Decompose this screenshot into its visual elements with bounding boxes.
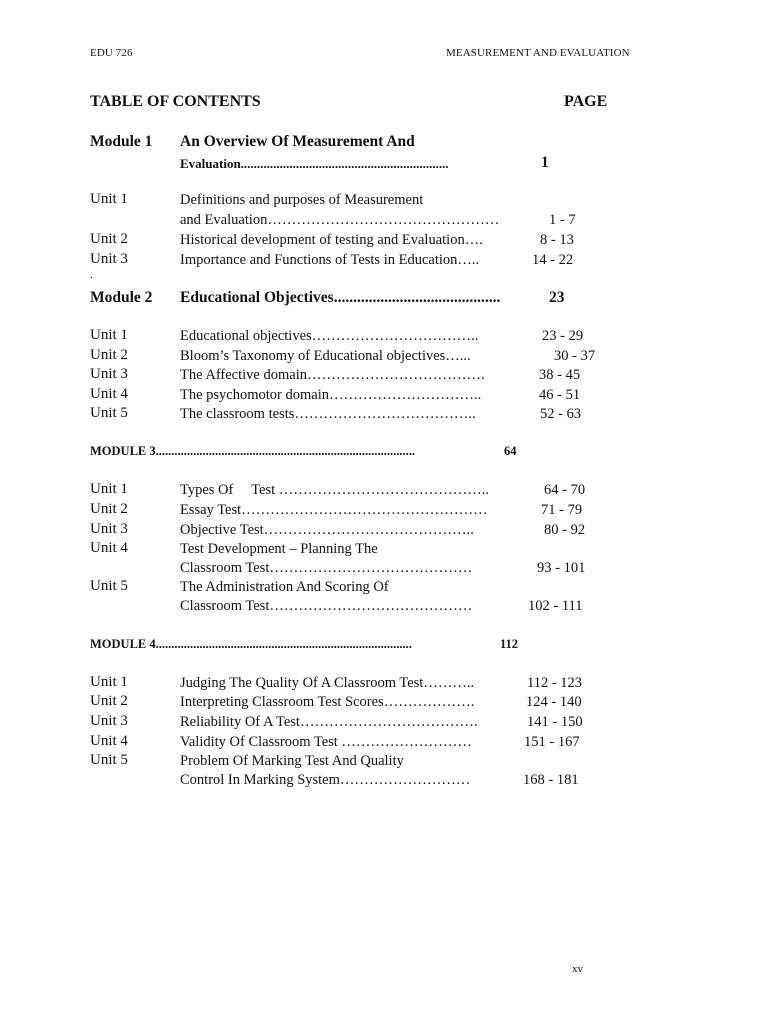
unit-pages: 168 - 181 xyxy=(523,772,579,788)
unit-title: Importance and Functions of Tests in Education….. xyxy=(180,252,480,268)
unit-label: Unit 5 xyxy=(90,405,128,421)
unit-title: Types Of Test …………………………………….. xyxy=(180,482,490,498)
unit-label: Unit 3 xyxy=(90,713,128,729)
unit-title: Definitions and purposes of Measurement xyxy=(180,192,424,208)
unit-title: Bloom’s Taxonomy of Educational objectives…... xyxy=(180,348,471,364)
unit-pages: 141 - 150 xyxy=(527,714,583,730)
unit-title: Judging The Quality Of A Classroom Test……….. xyxy=(180,675,475,691)
unit-pages: 8 - 13 xyxy=(540,232,574,248)
unit-pages: 38 - 45 xyxy=(539,367,581,383)
toc-title: TABLE OF CONTENTS xyxy=(90,93,261,110)
module-title: Educational Objectives........................................... xyxy=(180,289,501,306)
unit-title: The Affective domain………………………………. xyxy=(180,367,485,383)
unit-pages: 124 - 140 xyxy=(526,694,582,710)
unit-pages: 64 - 70 xyxy=(544,482,586,498)
unit-title: Validity Of Classroom Test ……………………… xyxy=(180,734,472,750)
unit-title: Essay Test…………………………………………… xyxy=(180,502,488,518)
unit-pages: 52 - 63 xyxy=(540,406,582,422)
unit-title: Historical development of testing and Evaluation…. xyxy=(180,232,483,248)
unit-title: Objective Test…………………………………….. xyxy=(180,522,474,538)
unit-pages: 14 - 22 xyxy=(532,252,574,268)
unit-label: Unit 1 xyxy=(90,327,128,343)
unit-label: Unit 1 xyxy=(90,191,128,207)
unit-label: Unit 4 xyxy=(90,386,128,402)
unit-label: Unit 4 xyxy=(90,733,128,749)
unit-pages: 102 - 111 xyxy=(528,598,583,614)
unit-label: Unit 5 xyxy=(90,578,128,594)
unit-pages: 23 - 29 xyxy=(542,328,584,344)
unit-title: Interpreting Classroom Test Scores………………. xyxy=(180,694,475,710)
unit-pages: 93 - 101 xyxy=(537,560,586,576)
stray-mark: . xyxy=(90,269,93,281)
unit-label: Unit 1 xyxy=(90,481,128,497)
unit-label: Unit 3 xyxy=(90,521,128,537)
module-title-continued: Evaluation................................................................ xyxy=(180,156,449,171)
unit-title: The Administration And Scoring Of xyxy=(180,579,389,595)
module-label: Module 2 xyxy=(90,289,153,306)
unit-pages: 46 - 51 xyxy=(539,387,581,403)
unit-label: Unit 2 xyxy=(90,501,128,517)
module-title: MODULE 3................................................................................... xyxy=(90,444,415,458)
unit-title: Reliability Of A Test………………………………. xyxy=(180,714,478,730)
unit-label: Unit 2 xyxy=(90,693,128,709)
unit-label: Unit 3 xyxy=(90,366,128,382)
module-title: An Overview Of Measurement And xyxy=(180,133,415,150)
unit-title-continued: Control In Marking System……………………… xyxy=(180,772,471,788)
unit-label: Unit 2 xyxy=(90,231,128,247)
unit-pages: 151 - 167 xyxy=(524,734,580,750)
module-page: 1 xyxy=(541,154,549,171)
module-label: Module 1 xyxy=(90,133,153,150)
unit-title: The classroom tests……………………………….. xyxy=(180,406,476,422)
module-page: 23 xyxy=(549,289,565,306)
module-title: MODULE 4.................................................................................. xyxy=(90,637,412,651)
unit-label: Unit 3 xyxy=(90,251,128,267)
unit-pages: 71 - 79 xyxy=(541,502,583,518)
unit-title-continued: Classroom Test…………………………………… xyxy=(180,560,473,576)
unit-title-continued: and Evaluation………………………………………… xyxy=(180,212,500,228)
unit-title: Educational objectives…………………………….. xyxy=(180,328,479,344)
header-course-code: EDU 726 xyxy=(90,47,133,59)
unit-label: Unit 5 xyxy=(90,752,128,768)
page-column-label: PAGE xyxy=(564,93,608,110)
module-page: 64 xyxy=(504,444,517,458)
unit-label: Unit 4 xyxy=(90,540,128,556)
unit-pages: 112 - 123 xyxy=(527,675,583,691)
header-course-title: MEASUREMENT AND EVALUATION xyxy=(446,47,630,59)
unit-pages: 80 - 92 xyxy=(544,522,586,538)
unit-pages: 1 - 7 xyxy=(549,212,576,228)
unit-label: Unit 1 xyxy=(90,674,128,690)
unit-title: Test Development – Planning The xyxy=(180,541,378,557)
unit-title: The psychomotor domain………………………….. xyxy=(180,387,482,403)
unit-label: Unit 2 xyxy=(90,347,128,363)
unit-title: Problem Of Marking Test And Quality xyxy=(180,753,404,769)
unit-pages: 30 - 37 xyxy=(554,348,596,364)
page-number: xv xyxy=(572,963,583,975)
module-page: 112 xyxy=(500,637,519,651)
unit-title-continued: Classroom Test…………………………………… xyxy=(180,598,473,614)
